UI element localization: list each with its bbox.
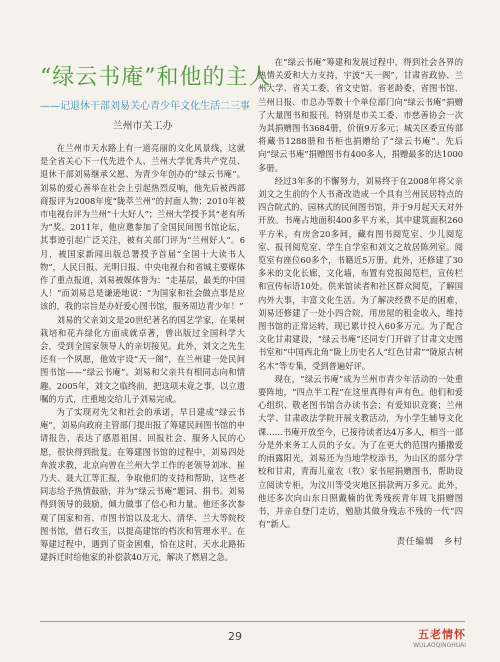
page-number: 29 [228,630,242,643]
right-column [258,56,463,547]
paragraph: 为了实现对先父和社会的承诺，早日建成“绿云书庵”，刘易向政府主管部门提出报了筹建民间图书馆的申请报告，表达了感恩祖国、回报社会、服务人民的心愿，很快得到批复。在筹建图书馆的过程中，刘易四处奔波求教，北京向曾在兰州大学工作的老领导刘冰、崔乃夫、聂大江等汇报，争取他们的支持和帮助，这些老同志给予热情鼓励，并为“绿云书庵”题词、捐书。刘易得到领导的鼓励，倾力做事了信心和力量。他还多次参观了国家和省、市图书馆以及北大、清华、兰大等院校图书馆，借石攻玉，以提高建馆的档次和管理水平。在筹建过程中，遇到了资金困难，恰在这时，天水北路拓建拆迁时给他家的补偿款40万元，解决了燃眉之急。 [40,407,245,563]
paragraph: 经过3年多的不懈努力，刘易终于在2008年将父亲刘文之生前的个人书斋改造成一个具有兰州民居特点的四合院式的、园林式的民间图书馆，并于9月起天天对外开放。书庵占地面积400多平方米，其中建筑面积260平方米，有房舍20多间，藏有图书阅览室、少儿阅览室、报刊阅览室、学生自学室和刘文之故居陈列室。阅览室有座位60多个，书籍近5万册。此外，还修建了30多米的文化长廊，文化墙，布置有党报阅览栏，宣传栏和宣传标语10处。供来馆读者和社区群众阅览，了解国内外大事，丰富文化生活。为了解决经费不足的困难，刘易还修建了一处小四合院，用房屋的租金收入，维持图书馆的正常运转，现已累计投入60多万元。为了配合文化甘肃建设，“绿云书庵”还同专门开辟了甘肃文史图书室和“中国西北角”陇上历史名人“红色甘肃”“陇原古树名木”等专集，受到普遍好评。 [258,175,463,371]
magazine-name: 五老情怀 [418,628,466,641]
magazine-name-latin: WULAOQINGHUAI [413,642,466,649]
paragraph: 在“绿云书庵”筹建和发展过程中，得到社会各界的热情关爱和大力支持，宇波“天一阁”，甘肃省政协、兰州大学、省关工委、省文史馆、省老龄委、省图书馆、兰州日报、市总办等数十个单位部门向“绿云书庵”捐赠了大量图书和报刊。特别是市关工委、市慈善协会一次为其捐赠图书3684册，价值9万多元；城关区委宣传部将藏书1288册和书柜也捐赠给了“绿云书庵”。先后向“绿云书庵”捐赠图书有400多人，捐赠最多的达1000多册。 [258,57,463,173]
paragraph: 现在，“绿云书庵”成为兰州市青少年活动的一处重要阵地，“四点半工程”在这里真得有声有色。他们和爱心组织、敬老图书馆合办读书会；有爱知识竞赛；兰州大学、甘肃政法学院开展支教活动，为小学生辅导文化课……书庵开放至今，已接待读者达4万多人，相当一部分是外来务工人员的子女。为了在更大的范围内播撒爱的雨露阳光，刘易还为当地学校添书，为山区的部分学校和甘肃，青海儿童农（牧）家书屋捐赠图书，帮助设立阅读专柜，为汶川等受灾地区捐款两万多元。此外，他还多次向山东日照戴楠的优秀残疾青年周飞捐赠图书，并亲自登门走访，勉励其做身残志不残的一代“四有”新人。 [258,373,463,530]
paragraph: 在兰州市天水路上有一道亮丽的文化风景线，这就是全省关心下一代先进个人、兰州大学优秀共产党员、退休干部刘易继承父愿、为青少年创办的“绿云书庵”。刘易的爱心善举在社会上引起热烈反响，他先后被西部商报评为2008年度“陇萃兰州”的封面人物；2010年被市电视台评为兰州“十大好人”；兰州大学授予其“老有所为”奖。2011年，他应邀参加了全国民间图书馆论坛，其事迹引起广泛关注，被有关部门评为“兰州好人”。6月，被国家新闻出版总署授予首届“全国十大读书人物”，人民日报、光明日报、中央电视台和省城主要媒体作了重点报道，刘易被媒体誉为：“走基层，最美的中国人！”而刘易总是谦逊地说：“为国家和社会做点事是应该的，我的宗旨是办好爱心图书馆，服务周边青少年！” [40,143,245,312]
responsible-editor: 责任编辑 乡村 [396,537,463,548]
left-column [40,56,272,565]
footer-divider [40,621,465,622]
article-byline: 兰州市关工办 [112,121,173,132]
magazine-logo [413,626,466,649]
article-title: “绿云书庵”和他的主人 [40,65,272,90]
article-subtitle: ——记退休干部刘易关心青少年文化生活二三事 [40,101,250,112]
paragraph: 刘易的父亲刘文是20世纪著名的国艺学家，在果树栽培和花卉绿化方面成就卓著，曾出版过全国科学大会，受到全国家领导人的亲切接见。此外，刘文之先生还有一个夙愿，他效宇设“天一阁”，在兰州建一处民间图书馆——“绿云书庵”。刘易和父亲共有相同志向和情趣。2005年，刘文之临终前，把这项未竟之事，以立遗嘱的方式，庄重地交给儿子刘易完成。 [40,314,245,404]
